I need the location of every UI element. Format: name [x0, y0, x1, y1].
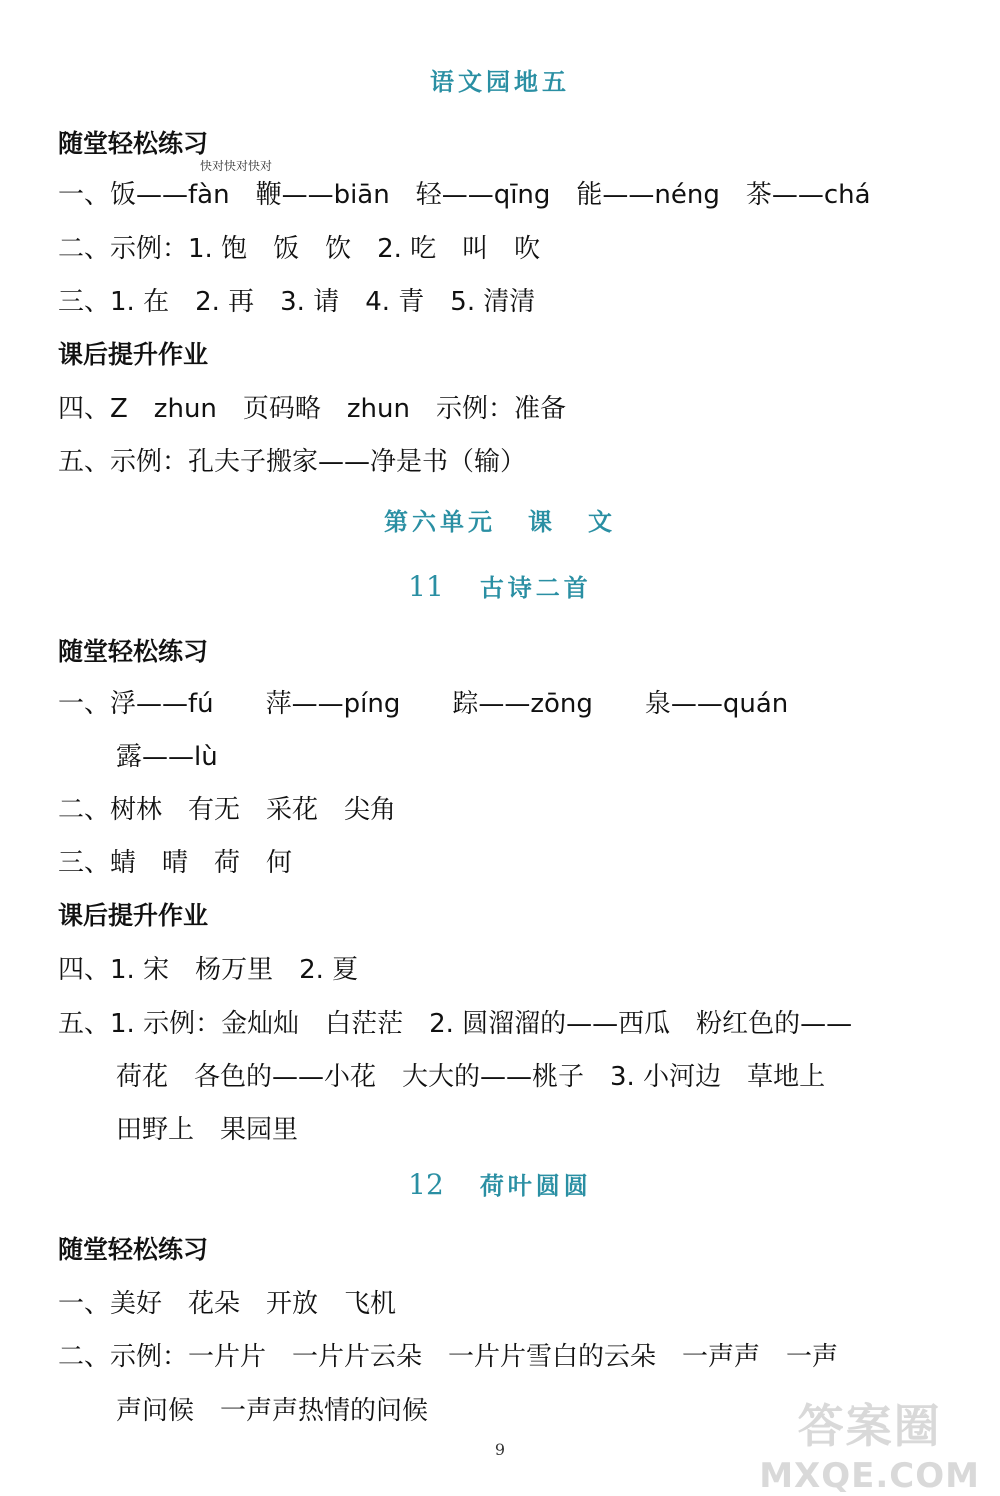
garden5-q4: 四、Z zhun 页码略 zhun 示例：准备 [58, 394, 566, 424]
watermark-url: MXQE.COM [759, 1456, 980, 1496]
lesson12-number: 12 [408, 1168, 444, 1201]
section-homework-1: 课后提升作业 [58, 340, 209, 369]
lesson11-q3: 三、蜻 晴 荷 何 [58, 848, 293, 878]
garden5-q1: 一、饭——fàn 鞭——biān 轻——qīng 能——néng 茶——chá [58, 180, 871, 210]
section-practice-1: 随堂轻松练习 [58, 129, 209, 158]
scribble-text: 快对快对快对 [200, 159, 273, 173]
lesson12-q1: 一、美好 花朵 开放 飞机 [58, 1289, 397, 1319]
lesson12-q2a: 二、示例：一片片 一片片云朵 一片片雪白的云朵 一声声 一声 [58, 1342, 839, 1372]
page-number: 9 [494, 1440, 506, 1459]
section-practice-2: 随堂轻松练习 [58, 637, 209, 666]
heading-garden5-text: 语文园地五 [430, 68, 570, 96]
heading-lesson12 [0, 1166, 1000, 1201]
garden5-q5: 五、示例：孔夫子搬家——净是书（输） [58, 447, 527, 477]
lesson12-q2b: 声问候 一声声热情的问候 [116, 1396, 429, 1426]
lesson11-q5a: 五、1. 示例：金灿灿 白茫茫 2. 圆溜溜的——西瓜 粉红色的—— [58, 1009, 853, 1039]
section-practice-3: 随堂轻松练习 [58, 1235, 209, 1264]
lesson11-q5c: 田野上 果园里 [116, 1115, 299, 1145]
lesson11-q1b: 露——lù [116, 742, 218, 772]
lesson11-q1a: 一、浮——fú 萍——píng 踪——zōng 泉——quán [58, 689, 789, 719]
lesson11-q2: 二、树林 有无 采花 尖角 [58, 795, 397, 825]
lesson11-q5b: 荷花 各色的——小花 大大的——桃子 3. 小河边 草地上 [116, 1062, 826, 1092]
heading-lesson11 [0, 568, 1000, 603]
heading-unit6 [0, 502, 1000, 537]
unit6-wen: 文 [588, 508, 616, 536]
handwritten-scribble [200, 160, 272, 172]
garden5-q3: 三、1. 在 2. 再 3. 请 4. 青 5. 清清 [58, 287, 536, 317]
unit6-label: 第六单元 [384, 508, 496, 536]
watermark-text: 答案圈 [797, 1399, 942, 1453]
garden5-q2: 二、示例：1. 饱 饭 饮 2. 吃 叫 吹 [58, 234, 541, 264]
lesson11-q4: 四、1. 宋 杨万里 2. 夏 [58, 955, 359, 985]
heading-garden5 [0, 62, 1000, 97]
unit6-ke: 课 [528, 508, 556, 536]
section-homework-2: 课后提升作业 [58, 901, 209, 930]
lesson11-number: 11 [408, 570, 444, 603]
lesson12-title: 荷叶圆圆 [479, 1172, 592, 1200]
lesson11-title: 古诗二首 [479, 574, 592, 602]
watermark-logo [759, 1390, 980, 1496]
